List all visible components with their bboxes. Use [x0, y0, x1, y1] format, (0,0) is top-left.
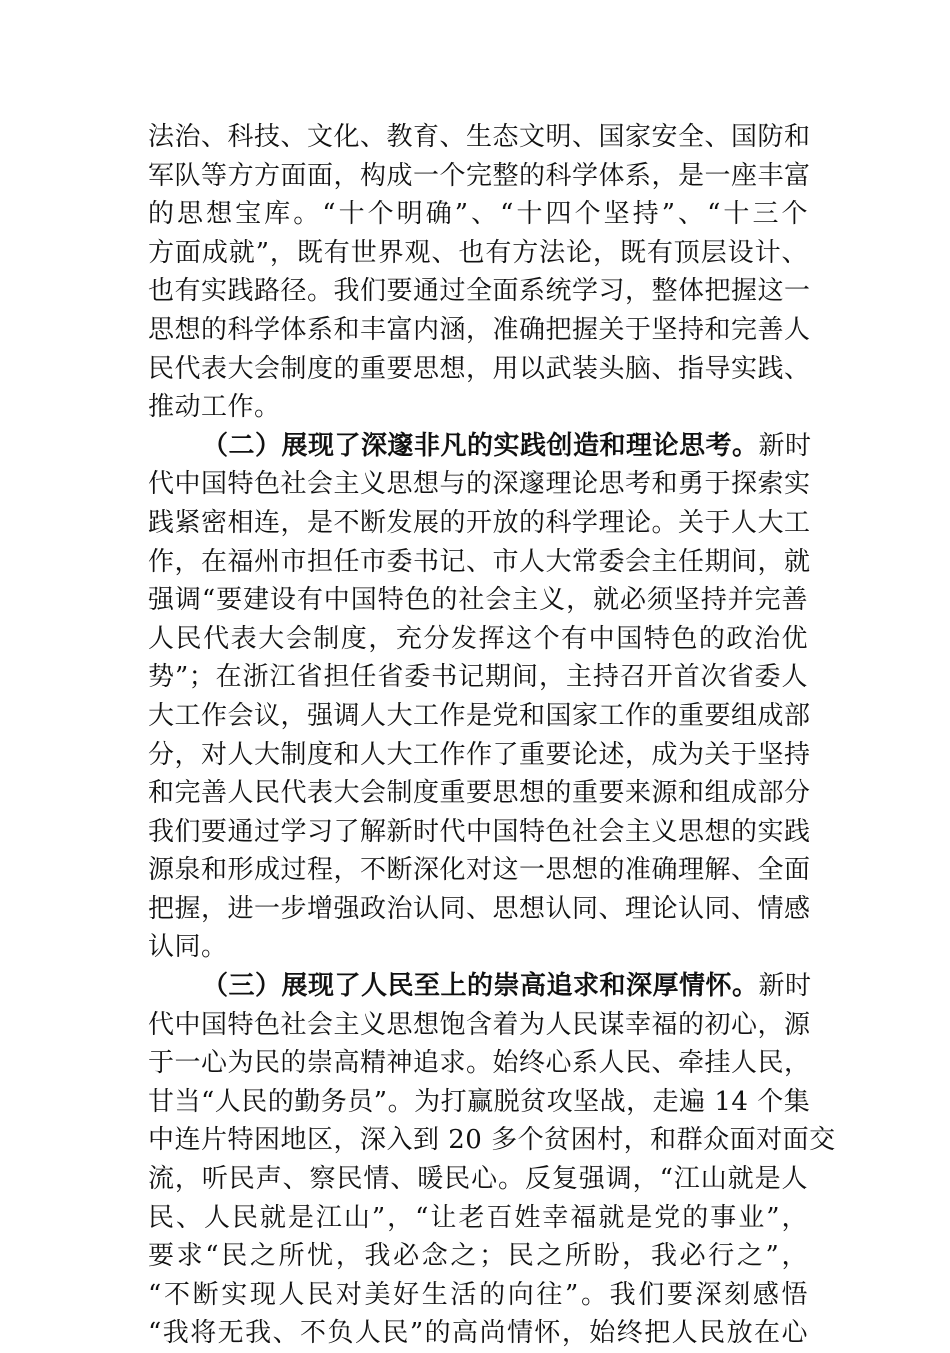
text-line: 把握，进一步增强政治认同、思想认同、理论认同、情感 [148, 893, 811, 924]
text-fragment: 新时 [758, 430, 812, 461]
text-line: 法治、科技、文化、教育、生态文明、国家安全、国防和 [148, 122, 811, 152]
text-line: 大工作会议，强调人大工作是党和国家工作的重要组成部 [148, 700, 811, 731]
text-line: 推动工作。 [148, 392, 281, 423]
text-line: 的思想宝库。“十个明确”、“十四个坚持”、“十三个 [148, 199, 808, 230]
text-line: 践紧密相连，是不断发展的开放的科学理论。关于人大工 [148, 507, 811, 538]
text-line: “我将无我、不负人民”的高尚情怀，始终把人民放在心 [148, 1318, 808, 1349]
paragraph-2 [148, 427, 812, 967]
text-line: 民、人民就是江山”，“让老百姓幸福就是党的事业”， [148, 1202, 808, 1233]
section-heading: （三）展现了人民至上的崇高追求和深厚情怀。 [202, 971, 759, 1002]
text-line: 要求“民之所忧，我必念之；民之所盼，我必行之”， [148, 1241, 808, 1272]
text-line: 民代表大会制度的重要思想，用以武装头脑、指导实践、 [148, 353, 811, 384]
text-line: 方面成就”，既有世界观、也有方法论，既有顶层设计、 [148, 237, 808, 268]
text-line: 代中国特色社会主义思想与的深邃理论思考和勇于探索实 [148, 469, 811, 500]
text-line: 和完善人民代表大会制度重要思想的重要来源和组成部分 [148, 778, 811, 809]
paragraph-3 [148, 967, 836, 1353]
text-line: 甘当“人民的勤务员”。为打赢脱贫攻坚战，走遍 14 个集 [148, 1086, 811, 1117]
text-fragment: 新时 [758, 971, 812, 1002]
text-line: 认同。 [148, 932, 228, 963]
text-line: 源泉和形成过程，不断深化对这一思想的准确理解、全面 [148, 855, 811, 886]
paragraph-first-line [148, 967, 812, 1006]
text-line: 思想的科学体系和丰富内涵，准确把握关于坚持和完善人 [148, 314, 811, 345]
text-line: 势”；在浙江省担任省委书记期间，主持召开首次省委人 [148, 662, 808, 693]
document-body [148, 118, 836, 1353]
text-line: 人民代表大会制度，充分发挥这个有中国特色的政治优 [148, 623, 808, 654]
text-line: 作，在福州市担任市委书记、市人大常委会主任期间，就 [148, 546, 811, 577]
paragraph-first-line [148, 427, 812, 466]
text-line: 分，对人大制度和人大工作作了重要论述，成为关于坚持 [148, 739, 811, 770]
text-line: 流，听民声、察民情、暖民心。反复强调，“江山就是人 [148, 1164, 808, 1195]
text-line: 代中国特色社会主义思想饱含着为人民谋幸福的初心，源 [148, 1009, 811, 1040]
text-line: 于一心为民的崇高精神追求。始终心系人民、牵挂人民， [148, 1048, 811, 1079]
text-line: 中连片特困地区，深入到 20 多个贫困村，和群众面对面交 [148, 1125, 836, 1156]
paragraph-1 [148, 118, 811, 427]
section-heading: （二）展现了深邃非凡的实践创造和理论思考。 [202, 430, 759, 461]
text-line: 我们要通过学习了解新时代中国特色社会主义思想的实践 [148, 816, 811, 847]
text-line: 强调“要建设有中国特色的社会主义，就必须坚持并完善 [148, 585, 808, 616]
text-line: 也有实践路径。我们要通过全面系统学习，整体把握这一 [148, 276, 811, 307]
text-line: “不断实现人民对美好生活的向往”。我们要深刻感悟 [148, 1279, 808, 1310]
text-line: 军队等方方面面，构成一个完整的科学体系，是一座丰富 [148, 160, 811, 191]
